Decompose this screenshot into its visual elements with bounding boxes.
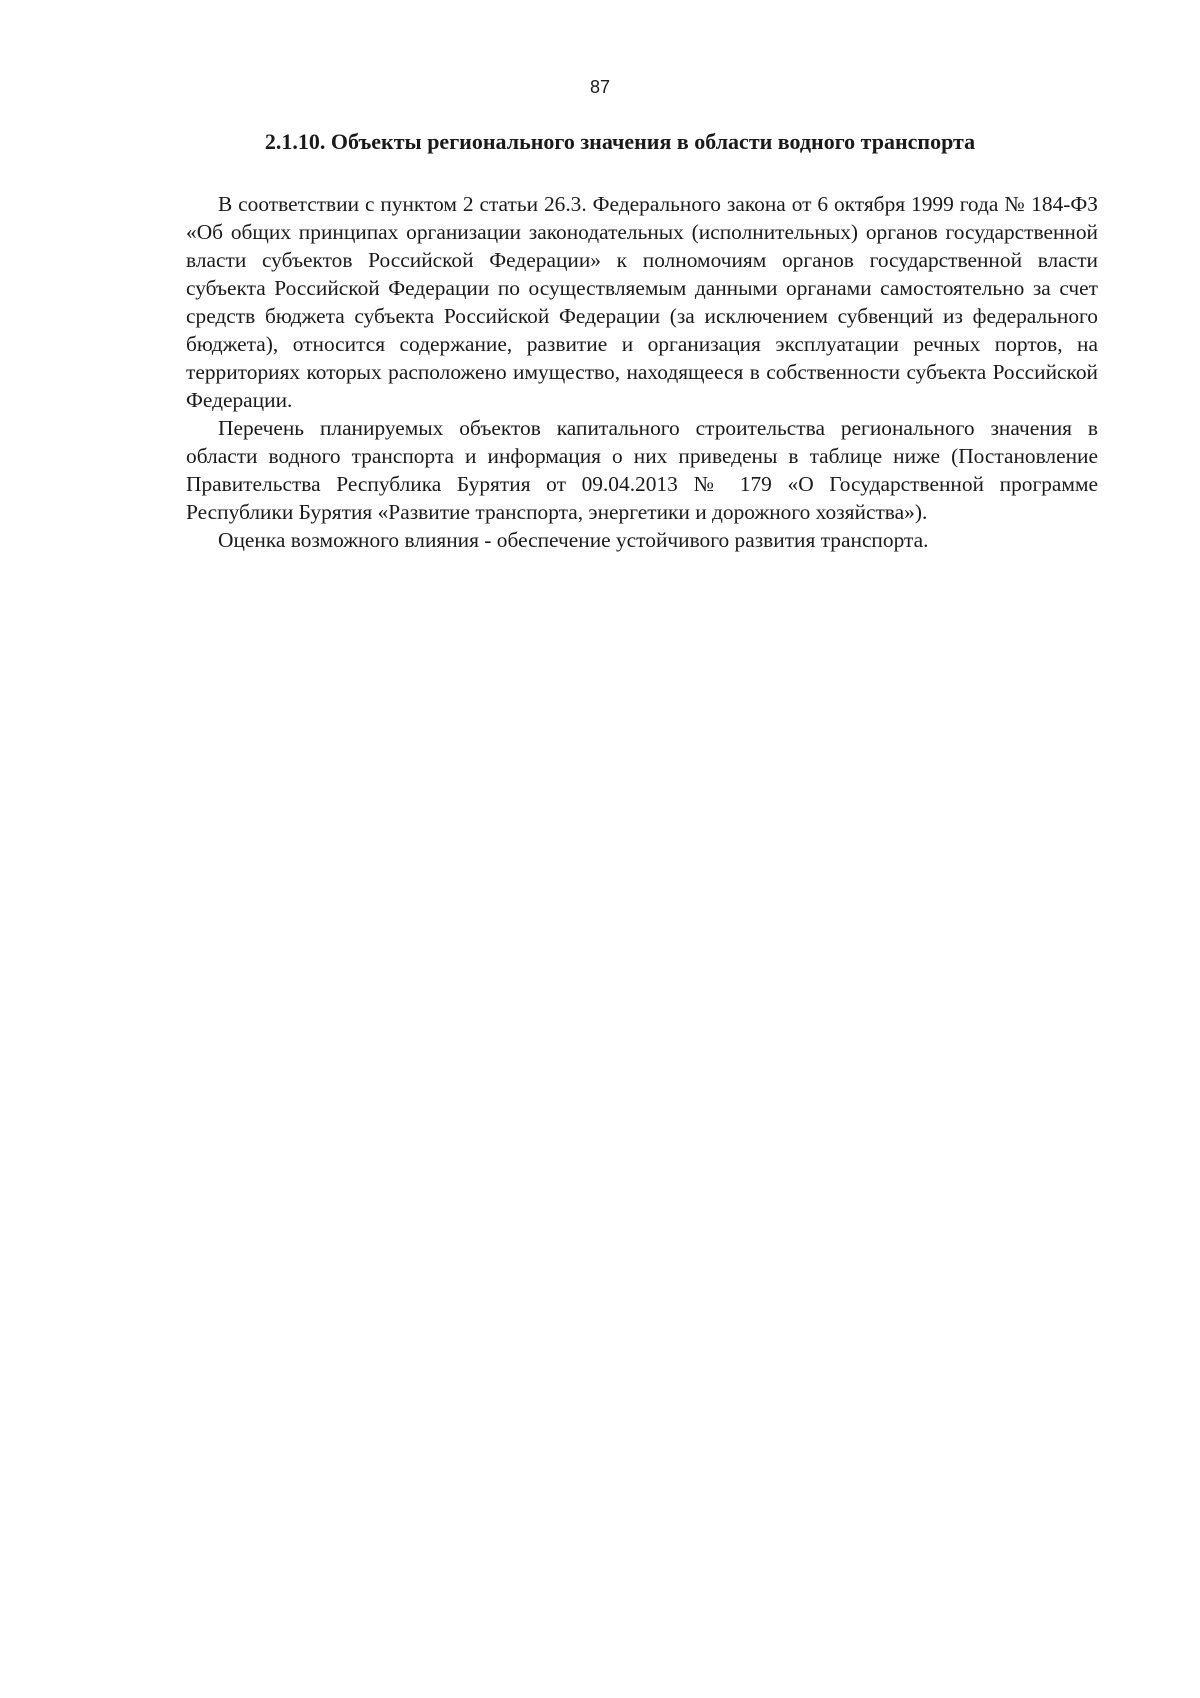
section-title: 2.1.10. Объекты регионального значения в области водного транспорта: [264, 129, 976, 154]
document-body: [186, 190, 1098, 554]
paragraph-impact-assessment: Оценка возможного влияния - обеспечение устойчивого развития транспорта.: [218, 528, 929, 552]
paragraph-planned-objects: Перечень планируемых объектов капитального строительства регионального значения в области водного транспорта и информация о них приведены в таблице ниже (Постановление Правительства Республика Бурятия от 09.04.2013 № 179 «О Государственной программе Республики Бурятия «Развитие транспорта, энергетики и дорожного хозяйства»).: [186, 416, 1098, 524]
paragraph-legal-basis: В соответствии с пунктом 2 статьи 26.3. Федерального закона от 6 октября 1999 года № 184-ФЗ «Об общих принципах организации законодательных (исполнительных) органов государственной власти субъектов Российской Федерации» к полномочиям органов государственной власти субъекта Российской Федерации по осуществляемым данными органами самостоятельно за счет средств бюджета субъекта Российской Федерации (за исключением субвенций из федерального бюджета), относится содержание, развитие и организация эксплуатации речных портов, на территориях которых расположено имущество, находящееся в собственности субъекта Российской Федерации.: [186, 192, 1098, 412]
page-number: 87: [589, 77, 611, 97]
